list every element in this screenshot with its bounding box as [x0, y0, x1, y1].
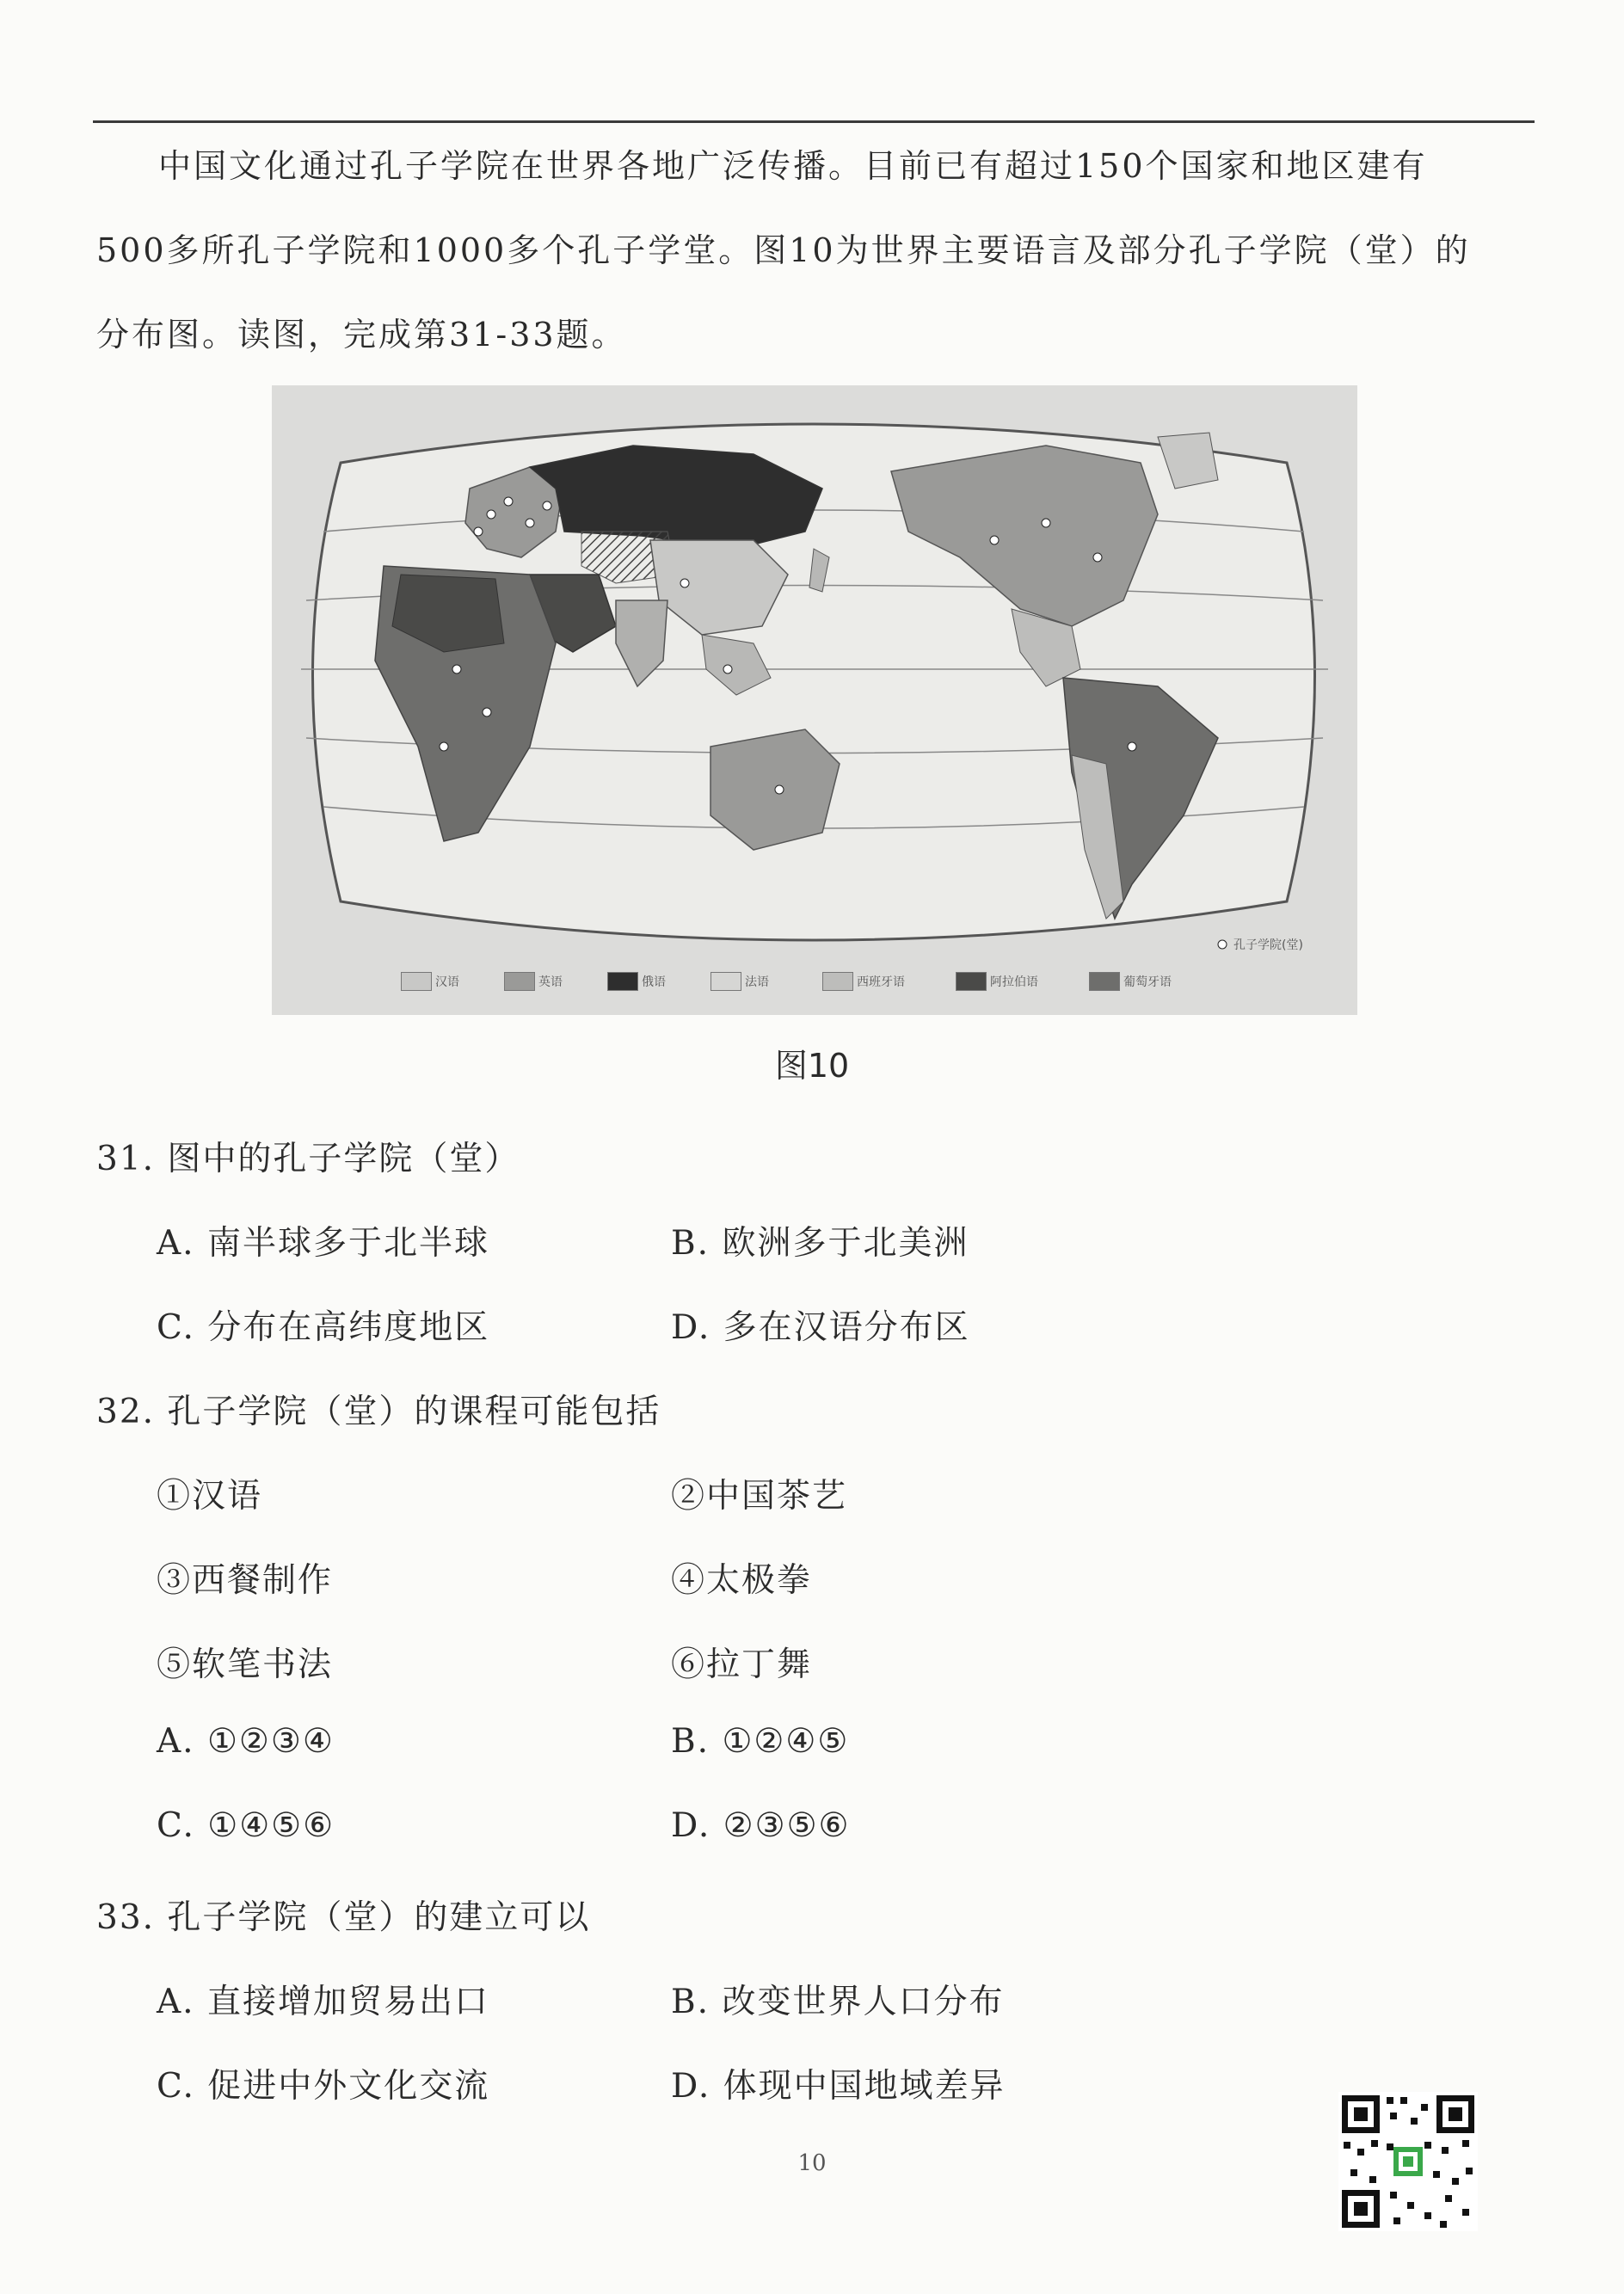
- legend-label-2: 俄语: [642, 975, 666, 989]
- figure-caption: 图10: [774, 1047, 850, 1085]
- legend-label-0: 汉语: [435, 975, 459, 989]
- q31-option-d: D. 多在汉语分布区: [671, 1308, 970, 1347]
- q33-option-c: C. 促进中外文化交流: [157, 2067, 490, 2106]
- q32-option-b: B. ①②④⑤: [671, 1722, 850, 1761]
- legend-label-5: 阿拉伯语: [990, 975, 1038, 989]
- legend-label-4: 西班牙语: [857, 975, 905, 989]
- qr-code-icon: [1338, 2092, 1478, 2231]
- q32-option-d: D. ②③⑤⑥: [671, 1806, 851, 1845]
- question-32-stem: 32. 孔子学院（堂）的课程可能包括: [96, 1393, 661, 1431]
- q32-item-4: ④太极拳: [671, 1561, 813, 1600]
- intro-line-3: 分布图。读图，完成第31-33题。: [96, 316, 627, 354]
- q32-item-5: ⑤软笔书法: [157, 1645, 334, 1684]
- q32-option-c: C. ①④⑤⑥: [157, 1806, 335, 1845]
- world-language-map: [272, 385, 1357, 1015]
- legend-swatch-5: [956, 972, 987, 991]
- legend-label-3: 法语: [745, 975, 769, 989]
- q32-item-3: ③西餐制作: [157, 1561, 334, 1600]
- q32-item-1: ①汉语: [157, 1477, 263, 1516]
- legend-swatch-6: [1089, 972, 1120, 991]
- top-rule: [93, 120, 1535, 123]
- q33-option-d: D. 体现中国地域差异: [671, 2067, 1006, 2106]
- q32-item-2: ②中国茶艺: [671, 1477, 848, 1516]
- intro-line-2: 500多所孔子学院和1000多个孔子学堂。图10为世界主要语言及部分孔子学院（堂）的: [96, 231, 1471, 269]
- question-31-stem: 31. 图中的孔子学院（堂）: [96, 1140, 520, 1178]
- legend-swatch-4: [822, 972, 853, 991]
- q33-option-b: B. 改变世界人口分布: [671, 1983, 1005, 2021]
- intro-line-1: 中国文化通过孔子学院在世界各地广泛传播。目前已有超过150个国家和地区建有: [158, 147, 1428, 185]
- legend-swatch-0: [401, 972, 432, 991]
- q32-option-a: A. ①②③④: [157, 1722, 335, 1761]
- map-svg: [272, 385, 1357, 1015]
- question-33-stem: 33. 孔子学院（堂）的建立可以: [96, 1898, 591, 1937]
- legend-swatch-1: [504, 972, 535, 991]
- q31-option-a: A. 南半球多于北半球: [157, 1224, 489, 1263]
- marker-legend-label: 孔子学院(堂): [1233, 938, 1303, 952]
- page-number: 10: [797, 2150, 827, 2176]
- q31-option-b: B. 欧洲多于北美洲: [671, 1224, 969, 1263]
- legend-swatch-2: [607, 972, 638, 991]
- legend-label-1: 英语: [538, 975, 563, 989]
- q33-option-a: A. 直接增加贸易出口: [157, 1983, 489, 2021]
- legend-swatch-3: [710, 972, 741, 991]
- q31-option-c: C. 分布在高纬度地区: [157, 1308, 490, 1347]
- q32-item-6: ⑥拉丁舞: [671, 1645, 813, 1684]
- legend-label-6: 葡萄牙语: [1123, 975, 1172, 989]
